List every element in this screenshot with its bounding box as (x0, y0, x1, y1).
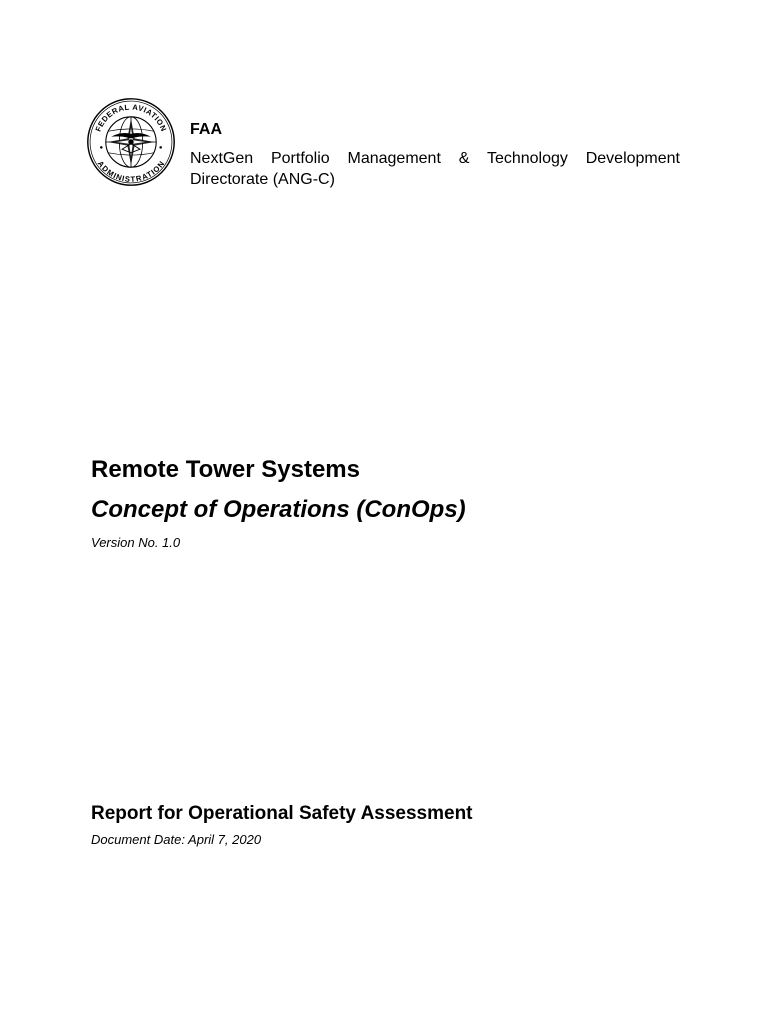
svg-text:ADMINISTRATION: ADMINISTRATION (95, 159, 167, 184)
version-number: Version No. 1.0 (91, 535, 181, 550)
document-title: Remote Tower Systems (91, 456, 360, 483)
document-subtitle: Concept of Operations (ConOps) (91, 496, 466, 523)
org-name: FAA (190, 121, 222, 138)
org-subtitle: NextGen Portfolio Management & Technology Development Directorate (ANG-C) (190, 150, 680, 188)
title-block (91, 455, 691, 551)
faa-seal-logo (86, 97, 176, 187)
report-title: Report for Operational Safety Assessment (91, 803, 473, 824)
svg-text:FEDERAL AVIATION: FEDERAL AVIATION (93, 102, 169, 133)
document-date: Document Date: April 7, 2020 (91, 832, 262, 847)
report-block (91, 802, 691, 848)
organization-block (190, 120, 680, 190)
